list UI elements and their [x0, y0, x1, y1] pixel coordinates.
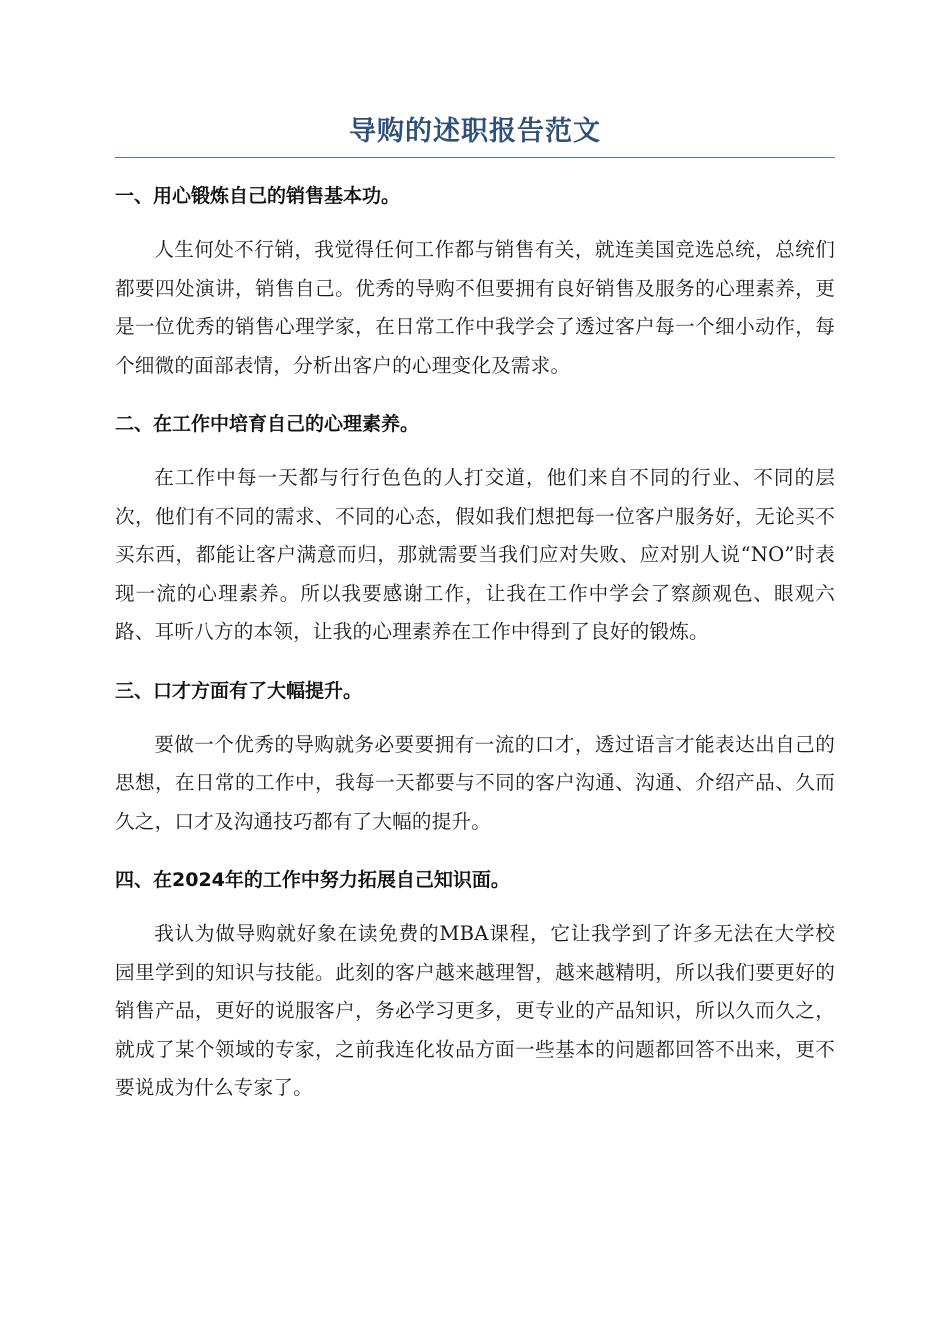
- section-heading-3: 三、口才方面有了大幅提升。: [115, 679, 363, 702]
- section-heading-1: 一、用心锻炼自己的销售基本功。: [115, 185, 401, 207]
- section-paragraph-1: 人生何处不行销，我觉得任何工作都与销售有关，就连美国竞选总统，总统们都要四处演讲，销售自己。优秀的导购不但要拥有良好销售及服务的心理素养，更是一位优秀的销售心理学家，在日常工作中我学会了透过客户每一个细小动作，每个细微的面部表情，分析出客户的心理变化及需求。: [115, 238, 835, 377]
- section-paragraph-4: 我认为做导购就好象在读免费的MBA课程，它让我学到了许多无法在大学校园里学到的知识与技能。此刻的客户越来越理智，越来越精明，所以我们要更好的销售产品，更好的说服客户，务必学习更多，更专业的产品知识，所以久而久之，就成了某个领域的专家，之前我连化妆品方面一些基本的问题都回答不出来，更不要说成为什么专家了。: [115, 922, 835, 1099]
- section-paragraph-3: 要做一个优秀的导购就务必要要拥有一流的口才，透过语言才能表达出自己的思想，在日常的工作中，我每一天都要与不同的客户沟通、沟通、介绍产品、久而久之，口才及沟通技巧都有了大幅的提升。: [115, 732, 835, 833]
- section-heading-2: 二、在工作中培育自己的心理素养。: [115, 413, 420, 435]
- section-heading-4: 四、在2024年的工作中努力拓展自己知识面。: [115, 869, 510, 891]
- document-title: 导购的述职报告范文: [349, 116, 601, 147]
- document-page: [115, 112, 835, 1108]
- title-underline: [115, 157, 835, 158]
- section-paragraph-2: 在工作中每一天都与行行色色的人打交道，他们来自不同的行业、不同的层次，他们有不同的需求、不同的心态，假如我们想把每一位客户服务好，无论买不买东西，都能让客户满意而归，那就需要当我们应对失败、应对别人说“NO”时表现一流的心理素养。所以我要感谢工作，让我在工作中学会了察颜观色、眼观六路、耳听八方的本领，让我的心理素养在工作中得到了良好的锻炼。: [115, 466, 835, 643]
